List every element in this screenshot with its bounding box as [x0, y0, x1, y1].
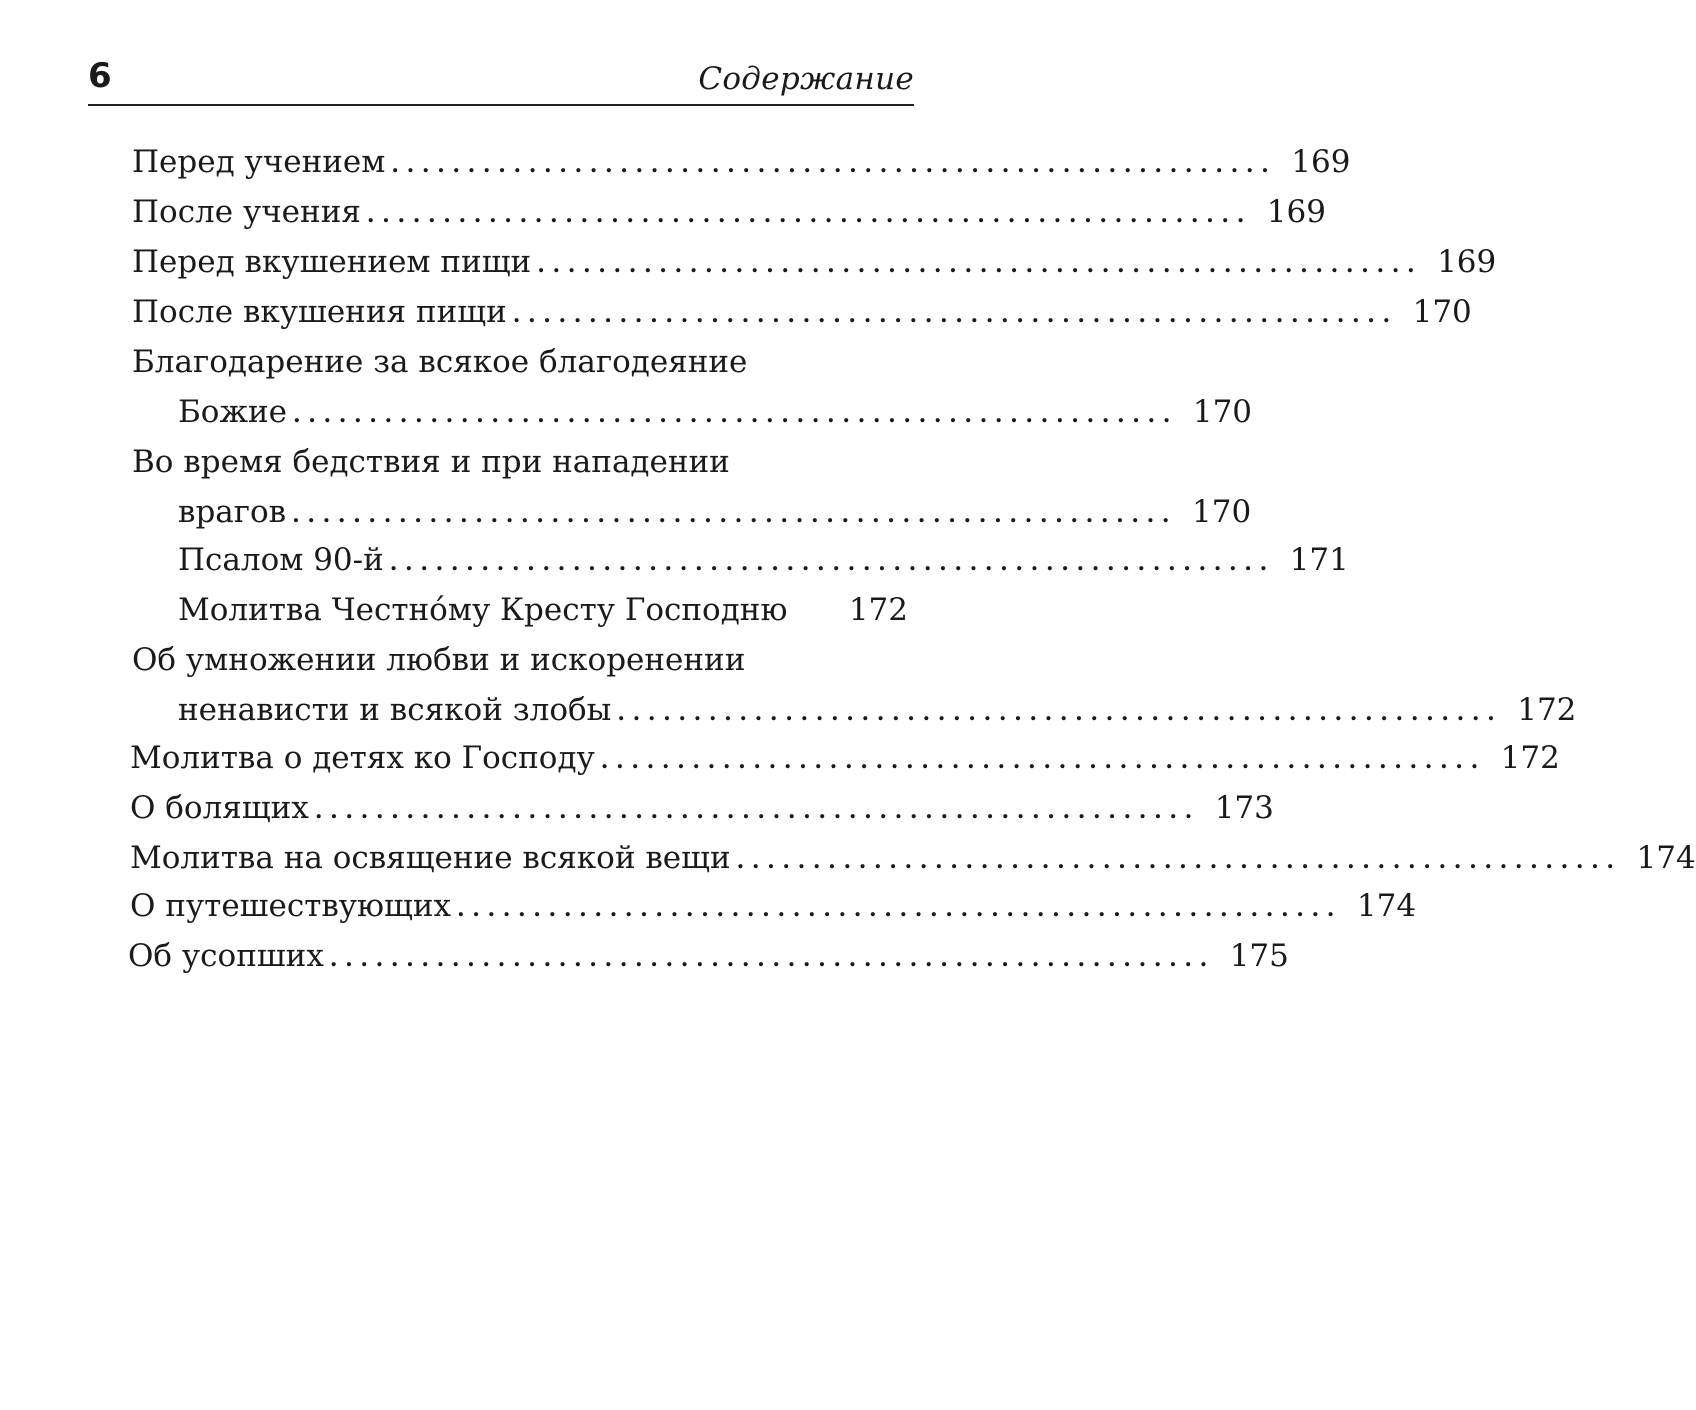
toc-leader-dots: ..........................................................	[391, 152, 1277, 178]
toc-leader-dots: ..........................................................	[292, 402, 1179, 428]
toc-entry	[132, 242, 1497, 282]
toc-entry-title: Псалом 90-й	[178, 542, 384, 578]
toc-leader-dots: ..........................................................	[329, 946, 1215, 972]
toc-entry-title: Перед учением	[132, 144, 386, 180]
toc-entry-title: Божие	[178, 394, 287, 430]
toc-entry-page: 169	[1437, 244, 1497, 280]
toc-entry-title: После вкушения пищи	[132, 294, 507, 330]
page-number: 6	[88, 56, 112, 96]
toc-entry-title: О путешествующих	[130, 888, 451, 924]
toc-entry-title: Молитва о детях ко Господу	[130, 740, 595, 776]
toc-entry	[132, 442, 908, 482]
toc-entry	[130, 886, 1417, 926]
toc-entry-title: ненависти и всякой злобы	[178, 692, 612, 728]
toc-leader-dots: ..........................................................	[537, 252, 1423, 278]
toc-entry-title: врагов	[178, 494, 287, 530]
toc-leader-dots: ..........................................................	[600, 748, 1486, 774]
toc-entry	[132, 192, 1326, 232]
toc-entry-title: О болящих	[130, 790, 309, 826]
toc-entry	[130, 738, 1560, 778]
toc-entry	[128, 936, 1289, 976]
toc-entry-page: 170	[1192, 494, 1252, 530]
toc-entry	[132, 342, 908, 382]
toc-entry	[178, 392, 1253, 432]
toc-leader-dots: ..........................................................	[736, 848, 1622, 874]
toc-entry	[132, 292, 1472, 332]
toc-entry-page: 172	[1500, 740, 1560, 776]
toc-entry-title: Во время бедствия и при нападении	[132, 444, 730, 480]
toc-entry-page: 169	[1291, 144, 1351, 180]
toc-entry-title: Об усопших	[128, 938, 324, 974]
toc-entry-title: Перед вкушением пищи	[132, 244, 532, 280]
section-title: Содержание	[698, 61, 914, 97]
toc-entry-page: 175	[1229, 938, 1289, 974]
toc-entry-page: 172	[1517, 692, 1577, 728]
toc-entry	[178, 590, 908, 630]
toc-entry-page: 173	[1214, 790, 1274, 826]
toc-entry-title: Об умножении любви и искоренении	[132, 642, 746, 678]
toc-entry	[178, 540, 1349, 580]
toc-leader-dots: ..........................................................	[314, 798, 1200, 824]
toc-leader-dots: ..........................................................	[512, 302, 1398, 328]
toc-entry	[130, 788, 1274, 828]
running-header	[88, 52, 914, 106]
toc-entry-title: Молитва на освящение всякой вещи	[130, 840, 731, 876]
toc-leader-dots: ..........................................................	[292, 502, 1178, 528]
toc-leader-dots: ..........................................................	[457, 896, 1343, 922]
toc-entry-page: 172	[848, 592, 908, 628]
toc-entry-page: 170	[1192, 394, 1253, 430]
toc-entry	[132, 142, 1351, 182]
toc-leader-dots: ..........................................................	[366, 202, 1252, 228]
toc-entry-page: 171	[1289, 542, 1349, 578]
toc-entry-page: 169	[1266, 194, 1326, 230]
toc-entry	[130, 838, 1696, 878]
toc-entry-page: 174	[1356, 888, 1417, 924]
toc-entry-title: После учения	[132, 194, 361, 230]
toc-entry-title: Молитва Честно́му Кресту Господню	[178, 592, 788, 628]
toc-entry-title: Благодарение за всякое благодеяние	[132, 344, 748, 380]
toc-entry	[132, 640, 908, 680]
toc-entry-page: 170	[1412, 294, 1472, 330]
toc-entry	[178, 492, 1252, 532]
toc-entry	[178, 690, 1577, 730]
toc-leader-dots: ..........................................................	[617, 700, 1503, 726]
toc-entry-page: 174	[1636, 840, 1696, 876]
toc-leader-dots: ..........................................................	[389, 550, 1275, 576]
